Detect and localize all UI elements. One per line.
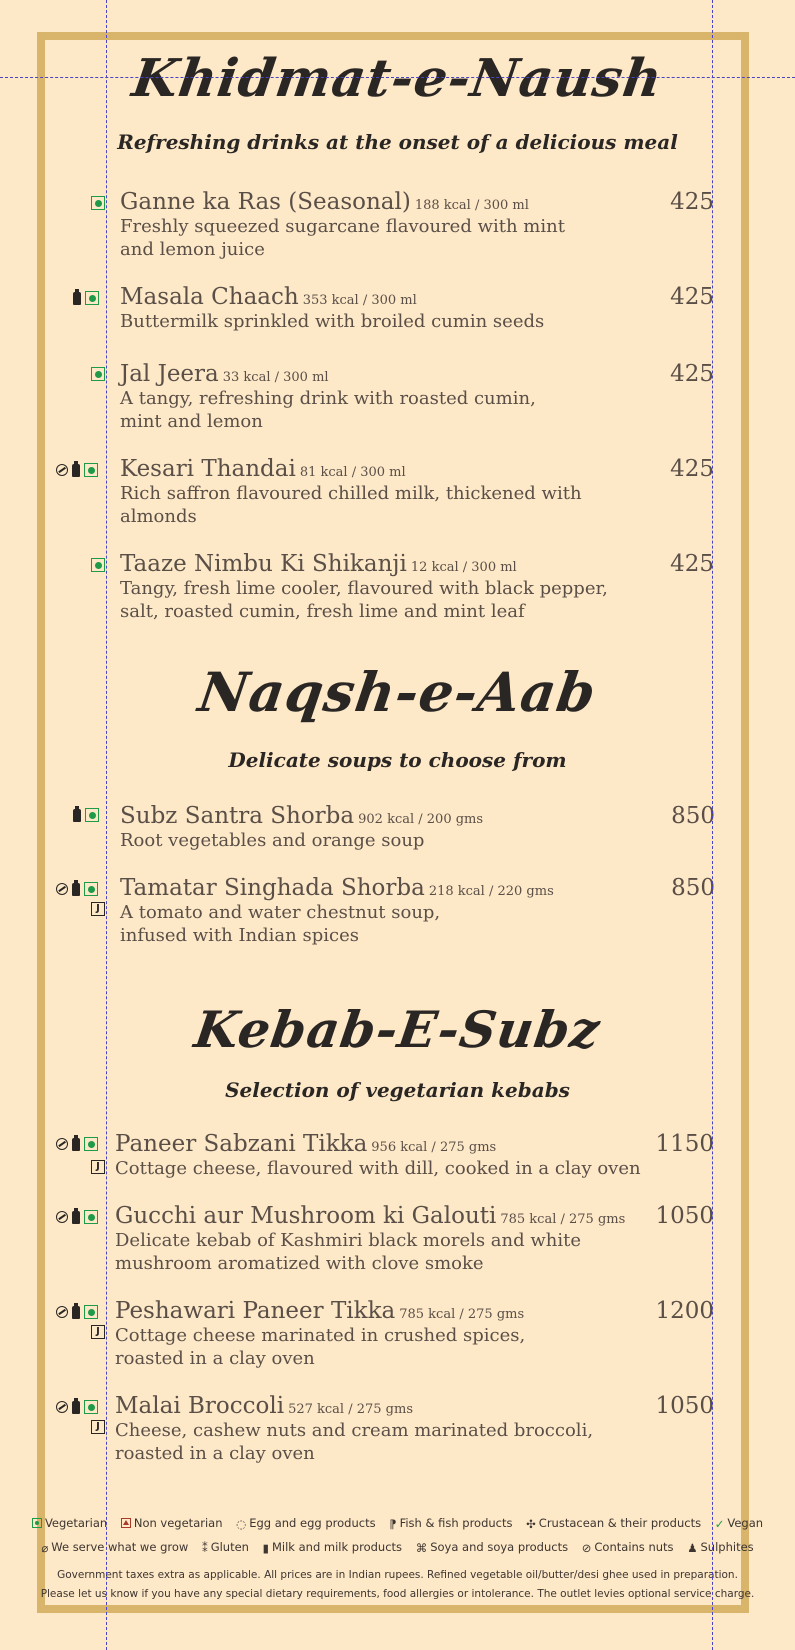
milk-icon [73, 292, 81, 305]
sulphites-icon: ♟ [687, 1541, 698, 1555]
guide-line-top [0, 77, 795, 78]
item-description: A tomato and water chestnut soup, [120, 902, 441, 923]
legend-item: ⌘ Soya and soya products [415, 1540, 569, 1555]
non-vegetarian-icon [121, 1518, 131, 1528]
legend-row [0, 1540, 795, 1555]
nuts-icon [56, 464, 68, 476]
footer-note: Government taxes extra as applicable. All prices are in Indian rupees. Refined vegetable oil/butter/desi ghee used in preparation. [57, 1569, 738, 1581]
item-price: 425 [670, 284, 714, 310]
section-title: Naqsh-e-Aab [194, 660, 601, 724]
item-description: Root vegetables and orange soup [120, 830, 425, 851]
menu-item [115, 1131, 641, 1180]
guide-line-left [106, 0, 107, 1650]
item-description: Cheese, cashew nuts and cream marinated broccoli, [115, 1420, 594, 1441]
vegetarian-icon [91, 558, 105, 572]
item-description: Delicate kebab of Kashmiri black morels and white [115, 1230, 582, 1251]
item-description: Buttermilk sprinkled with broiled cumin seeds [120, 311, 545, 332]
egg-icon: ◌ [236, 1517, 247, 1531]
legend-item: ✣ Crustacean & their products [526, 1516, 702, 1531]
milk-icon [72, 883, 80, 896]
section-title: Kebab-E-Subz [190, 1000, 605, 1059]
legend-item: ✓ Vegan [714, 1516, 764, 1531]
diet-icons [91, 558, 105, 572]
item-name: Kesari Thandai [120, 456, 296, 482]
milk-icon [72, 1401, 80, 1414]
item-calories: 12 kcal / 300 ml [410, 560, 517, 575]
diet-icons [73, 808, 99, 822]
legend-item: ⁑ Gluten [201, 1540, 249, 1555]
item-description: Cottage cheese marinated in crushed spices, [115, 1325, 526, 1346]
legend-item: ⊘ Contains nuts [581, 1540, 674, 1555]
jain-icon: J [91, 902, 105, 916]
diet-icons [73, 291, 99, 305]
section-title: Khidmat-e-Naush [128, 48, 667, 109]
menu-item [115, 1203, 625, 1275]
vegetarian-icon [84, 1305, 98, 1319]
item-price: 425 [670, 189, 714, 215]
diet-icons [56, 882, 98, 896]
legend-item: ◌ Egg and egg products [236, 1516, 376, 1531]
item-calories: 188 kcal / 300 ml [414, 198, 529, 213]
section-subtitle: Selection of vegetarian kebabs [225, 1078, 570, 1102]
crustacean-icon: ✣ [526, 1517, 536, 1531]
item-description: almonds [120, 506, 197, 527]
menu-item [120, 284, 544, 333]
guide-line-right [712, 0, 713, 1650]
item-calories: 902 kcal / 200 gms [358, 812, 484, 827]
item-price: 1200 [655, 1298, 714, 1324]
item-description: roasted in a clay oven [115, 1348, 315, 1369]
jain-icon: J [91, 1325, 105, 1339]
legend-item: ⁋ Fish & fish products [389, 1516, 513, 1531]
diet-icons [91, 367, 105, 381]
nuts-icon [56, 1138, 68, 1150]
milk-icon [72, 1138, 80, 1151]
vegetarian-icon [91, 196, 105, 210]
menu-item [120, 875, 554, 947]
menu-item [115, 1298, 525, 1370]
item-description: mushroom aromatized with clove smoke [115, 1253, 484, 1274]
item-calories: 785 kcal / 275 gms [399, 1307, 525, 1322]
menu-item [115, 1393, 593, 1465]
item-name: Taaze Nimbu Ki Shikanji [120, 551, 407, 577]
item-calories: 956 kcal / 275 gms [371, 1140, 497, 1155]
legend-item: Vegetarian [32, 1516, 107, 1530]
section-subtitle: Delicate soups to choose from [228, 748, 567, 772]
vegetarian-icon [84, 1137, 98, 1151]
item-price: 850 [671, 875, 715, 901]
diet-icons [91, 196, 105, 210]
item-calories: 353 kcal / 300 ml [302, 293, 417, 308]
section-subtitle: Refreshing drinks at the onset of a delicious meal [117, 130, 678, 154]
fish-icon: ⁋ [389, 1517, 397, 1531]
vegetarian-icon [85, 291, 99, 305]
nuts-icon [56, 883, 68, 895]
item-description: Rich saffron flavoured chilled milk, thickened with [120, 483, 582, 504]
item-description: infused with Indian spices [120, 925, 359, 946]
legend-row [0, 1516, 795, 1531]
vegetarian-icon [91, 367, 105, 381]
footer-note: Please let us know if you have any special dietary requirements, food allergies or intolerance. The outlet levies optional service charge. [40, 1588, 755, 1600]
milk-icon [72, 1211, 80, 1224]
item-name: Malai Broccoli [115, 1393, 285, 1419]
milk-icon [72, 464, 80, 477]
item-price: 1150 [655, 1131, 714, 1157]
legend-item: ⌀ We serve what we grow [41, 1540, 189, 1555]
vegetarian-icon [84, 1210, 98, 1224]
menu-item [120, 803, 483, 852]
diet-icons [56, 463, 98, 477]
item-description: Cottage cheese, flavoured with dill, cooked in a clay oven [115, 1158, 641, 1179]
legend-item: Non vegetarian [121, 1516, 223, 1530]
item-description: A tangy, refreshing drink with roasted cumin, [120, 388, 536, 409]
vegetarian-icon [32, 1518, 42, 1528]
menu-item [120, 189, 565, 261]
item-name: Gucchi aur Mushroom ki Galouti [115, 1203, 497, 1229]
milk-icon [72, 1306, 80, 1319]
item-description: salt, roasted cumin, fresh lime and mint leaf [120, 601, 525, 622]
item-name: Paneer Sabzani Tikka [115, 1131, 368, 1157]
vegetarian-icon [84, 1400, 98, 1414]
item-description: Tangy, fresh lime cooler, flavoured with black pepper, [120, 578, 608, 599]
item-calories: 33 kcal / 300 ml [222, 370, 329, 385]
menu-item [120, 361, 536, 433]
diet-icons [56, 1400, 98, 1414]
nuts-icon [56, 1211, 68, 1223]
menu-item [120, 551, 608, 623]
nuts-icon [56, 1306, 68, 1318]
item-description: mint and lemon [120, 411, 263, 432]
grow-icon: ⌀ [41, 1541, 49, 1555]
item-price: 850 [671, 803, 715, 829]
vegetarian-icon [84, 882, 98, 896]
item-description: and lemon juice [120, 239, 265, 260]
item-price: 1050 [655, 1203, 714, 1229]
diet-icons [56, 1137, 98, 1151]
milk-icon [73, 809, 81, 822]
soya-icon: ⌘ [415, 1541, 428, 1555]
item-price: 1050 [655, 1393, 714, 1419]
item-name: Masala Chaach [120, 284, 299, 310]
item-description: Freshly squeezed sugarcane flavoured with mint [120, 216, 565, 237]
item-calories: 527 kcal / 275 gms [288, 1402, 413, 1417]
legend-item: ♟ Sulphites [687, 1540, 754, 1555]
jain-icon: J [91, 1420, 105, 1434]
nuts-icon [56, 1401, 68, 1413]
item-price: 425 [670, 361, 714, 387]
item-calories: 81 kcal / 300 ml [299, 465, 406, 480]
vegan-icon: ✓ [714, 1517, 725, 1531]
milk-icon: ▮ [262, 1541, 269, 1555]
vegetarian-icon [85, 808, 99, 822]
item-name: Ganne ka Ras (Seasonal) [120, 189, 411, 215]
item-price: 425 [670, 456, 714, 482]
diet-icons [56, 1210, 98, 1224]
diet-icons [56, 1305, 98, 1319]
legend-item: ▮ Milk and milk products [262, 1540, 403, 1555]
menu-item [120, 456, 582, 528]
item-calories: 785 kcal / 275 gms [500, 1212, 626, 1227]
item-description: roasted in a clay oven [115, 1443, 315, 1464]
item-name: Subz Santra Shorba [120, 803, 355, 829]
item-price: 425 [670, 551, 714, 577]
jain-icon: J [91, 1160, 105, 1174]
item-calories: 218 kcal / 220 gms [428, 884, 554, 899]
gluten-icon: ⁑ [201, 1541, 208, 1555]
item-name: Tamatar Singhada Shorba [120, 875, 425, 901]
item-name: Jal Jeera [120, 361, 219, 387]
vegetarian-icon [84, 463, 98, 477]
item-name: Peshawari Paneer Tikka [115, 1298, 396, 1324]
nuts-icon: ⊘ [581, 1541, 592, 1555]
